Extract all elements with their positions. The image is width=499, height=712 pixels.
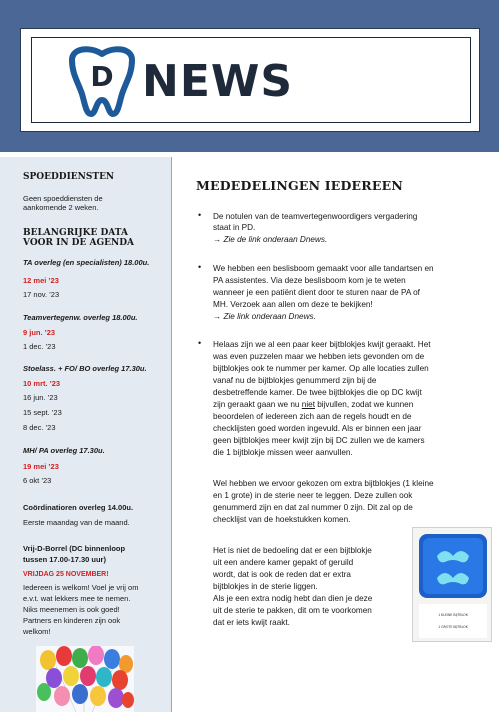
event-date: 15 sept. ’23 — [23, 408, 62, 417]
header-band — [0, 0, 499, 152]
paragraph-text: dat er iets kwijt raakt. — [213, 618, 290, 627]
bullet-text: De notulen van de teamvertegenwoordigers vergadering — [213, 212, 418, 221]
bullet-text: geen bijtblokjes meer kwijt zijn bij DC zullen we de kamers — [213, 436, 425, 445]
event-highlight-date: 19 mei ’23 — [23, 462, 59, 471]
paragraph-text: Wel hebben we ervoor gekozen om extra bijtblokjes (1 kleine — [213, 479, 434, 488]
event-highlight-date: 12 mei ’23 — [23, 276, 59, 285]
coord-text: Eerste maandag van de maand. — [23, 518, 130, 527]
bullet-text: desbetreffende kamer. De twee bijtblokjes die op DC kwijt — [213, 388, 422, 397]
spoed-text-1: Geen spoeddiensten de — [23, 194, 103, 203]
masthead-frame — [20, 28, 480, 132]
paragraph-text: uit een andere kamer gepakt of geruild — [213, 558, 354, 567]
bullet-link-note: → Zie de link onderaan Dnews. — [213, 235, 328, 244]
event-title: MH/ PA overleg 17.30u. — [23, 446, 105, 455]
balloons-image — [36, 646, 134, 712]
paragraph-text: checklijst van de hoekstukken komen. — [213, 515, 351, 524]
page-title: MEDEDELINGEN IEDEREEN — [196, 178, 403, 193]
paragraph-text: en 1 grote) in de sterie neer te leggen. Deze zullen ook — [213, 491, 413, 500]
bullet-text: staat in PD. — [213, 223, 256, 232]
bullet-marker: • — [198, 338, 202, 348]
borrel-line: Niks meenemen is ook goed! — [23, 605, 120, 614]
agenda-heading-2: VOOR IN DE AGENDA — [23, 238, 135, 248]
bullet-marker: • — [198, 210, 202, 220]
bullet-text: was even puzzelen maar we hebben iets gevonden om de — [213, 352, 425, 361]
paragraph-text: Het is niet de bedoeling dat er een bijtblokje — [213, 546, 372, 555]
borrel-title-2: tussen 17.00-17.30 uur) — [23, 555, 106, 564]
underlined-word: niet — [301, 400, 315, 409]
bite-blocks-illustration — [413, 528, 493, 643]
event-date: 1 dec. ’23 — [23, 342, 56, 351]
coord-title: Coördinatioren overleg 14.00u. — [23, 503, 134, 512]
borrel-line: e.v.t. wat lekkers mee te nemen. — [23, 594, 131, 603]
bullet-text: bijtblokjes ook te nummer per kamer. Op alle locaties zullen — [213, 364, 429, 373]
event-highlight-date: 9 jun. ’23 — [23, 328, 56, 337]
borrel-title-1: Vrij-D-Borrel (DC binnenloop — [23, 544, 126, 553]
bullet-link-note: → Zie link onderaan Dnews. — [213, 312, 316, 321]
masthead-box — [31, 37, 471, 123]
event-date: 17 nov. ’23 — [23, 290, 60, 299]
borrel-line: Partners en kinderen zijn ook — [23, 616, 121, 625]
bullet-text: wanneer je een patiënt dient door te sturen naar de PA of — [213, 288, 420, 297]
paragraph-text: bijtblokjes in de sterie liggen. — [213, 582, 318, 591]
spoed-heading: SPOEDDIENSTEN — [23, 172, 115, 182]
logo-letter: D — [90, 60, 114, 93]
borrel-line: welkom! — [23, 627, 51, 636]
logo-wordmark: NEWS — [142, 56, 294, 107]
bite-blocks-photo — [412, 527, 492, 642]
bullet-text: MH. Verzoek aan allen om deze te bekijken! — [213, 300, 373, 309]
bullet-text: Helaas zijn we al een paar keer bijtblokjes kwijt geraakt. Het — [213, 340, 431, 349]
text-segment: bijvullen, zodat we kunnen — [314, 400, 414, 409]
event-title: Stoelass. + FO/ BO overleg 17.30u. — [23, 364, 147, 373]
event-date: 8 dec. ’23 — [23, 423, 56, 432]
dnews-logo — [58, 42, 294, 122]
paragraph-text: uit de sterie te pakken, dit om te voorkomen — [213, 606, 372, 615]
text-segment: zijn geraakt gaan we nu — [213, 400, 302, 409]
bullet-text: vanaf nu de bijtblokjes genummerd zijn bij de — [213, 376, 377, 385]
paragraph-text: wordt, dat is ook de reden dat er extra — [213, 570, 351, 579]
bullet-text-underlined-line — [213, 399, 483, 410]
event-title: TA overleg (en specialisten) 18.00u. — [23, 258, 150, 267]
bullet-text: checklijsten goed worden ingevuld. Als er binnen een jaar — [213, 424, 422, 433]
event-date: 6 okt ’23 — [23, 476, 52, 485]
bullet-text: PA assistentes. Via deze beslisboom kom je te weten — [213, 276, 406, 285]
bullet-marker: • — [198, 262, 202, 272]
spoed-text-2: aankomende 2 weken. — [23, 203, 99, 212]
tooth-logo-icon — [58, 42, 146, 120]
event-highlight-date: 10 mrt. ’23 — [23, 379, 61, 388]
bullet-text: We hebben een beslisboom gemaakt voor alle tandartsen en — [213, 264, 434, 273]
event-title: Teamvertegenw. overleg 18.00u. — [23, 313, 138, 322]
borrel-highlight: VRIJDAG 25 NOVEMBER! — [23, 571, 109, 578]
paragraph-text: genummerd zijn en dat zal nummer 0 zijn. Dit zal op de — [213, 503, 413, 512]
bullet-text: beoordelen of iedereen zich aan de regels houdt en de — [213, 412, 412, 421]
borrel-line: Iedereen is welkom! Voel je vrij om — [23, 583, 139, 592]
bullet-text: die 1 bijtblokje missen weer aanvullen. — [213, 448, 353, 457]
photo-label-2: 1 GROTE BIJTBLOK — [438, 625, 468, 629]
photo-label-1: 1 KLEINE BIJTBLOK — [438, 613, 468, 617]
paragraph-text: Als je een extra nodig hebt dan dien je deze — [213, 594, 373, 603]
event-date: 16 jun. ’23 — [23, 393, 58, 402]
agenda-heading-1: BELANGRIJKE DATA — [23, 228, 128, 238]
